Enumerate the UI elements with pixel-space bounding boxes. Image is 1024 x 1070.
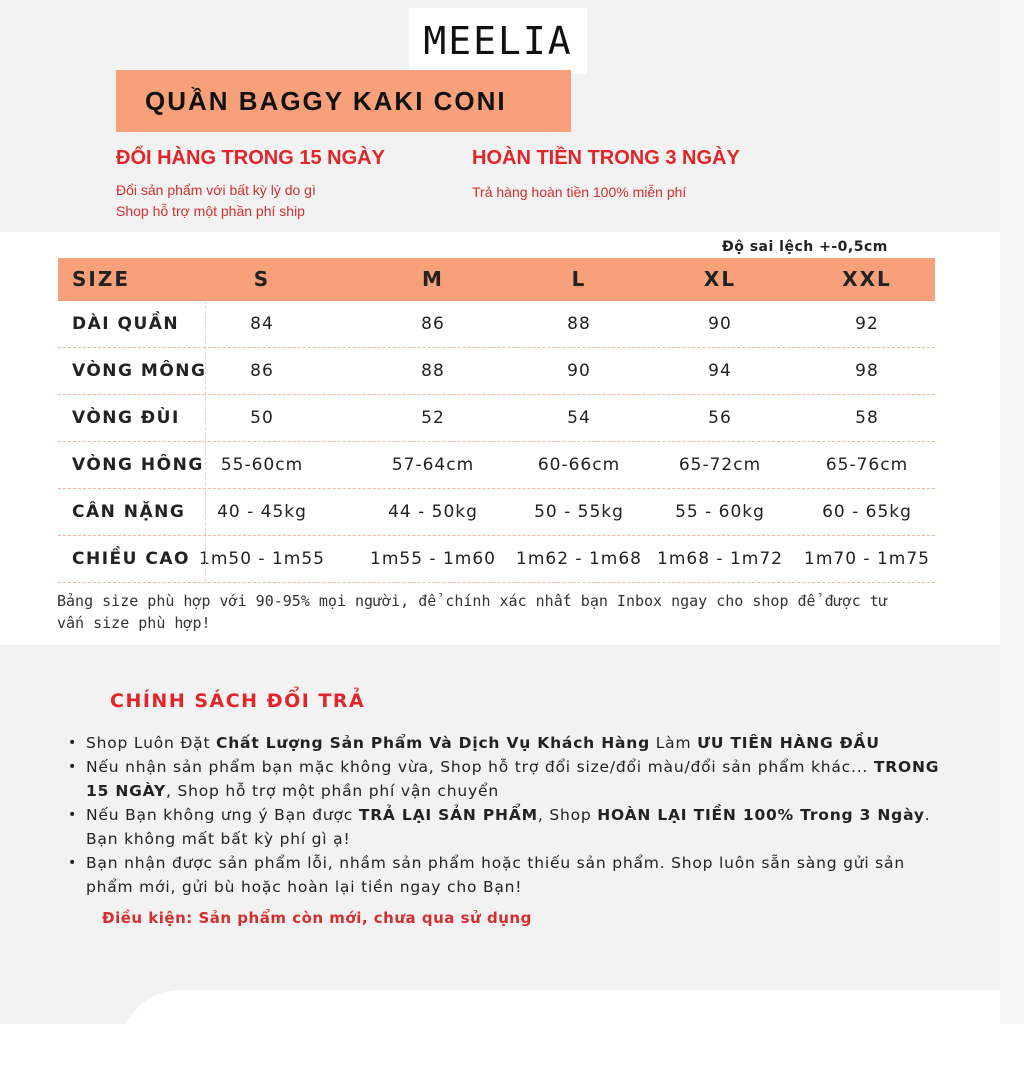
brand-logo: MEELIA [409, 8, 587, 74]
refund-3-days-heading: HOÀN TIỀN TRONG 3 NGÀY [472, 147, 740, 169]
label-column-divider [205, 301, 206, 581]
table-cell: 54 [567, 408, 591, 428]
measurement-tolerance: Độ sai lệch +-0,5cm [722, 239, 888, 255]
table-cell: 1m55 - 1m60 [370, 549, 496, 569]
table-cell: 1m62 - 1m68 [516, 549, 642, 569]
table-cell: 98 [855, 361, 879, 381]
table-cell: 86 [250, 361, 274, 381]
row-label: CHIỀU CAO [72, 549, 190, 569]
row-label: VÒNG HÔNG [72, 455, 204, 475]
table-cell: 55 - 60kg [675, 502, 765, 522]
table-cell: 52 [421, 408, 445, 428]
table-cell: 50 [250, 408, 274, 428]
list-item: • Nếu Bạn không ưng ý Bạn được TRẢ LẠI SẢN PHẨM, Shop HOÀN LẠI TIỀN 100% Trong 3 Ngày. Bạn không mất bất kỳ phí gì ạ! [86, 803, 951, 851]
table-row [58, 395, 935, 442]
size-header-row [58, 258, 935, 301]
table-cell: 86 [421, 314, 445, 334]
size-header-cell: SIZE [72, 267, 131, 291]
table-cell: 56 [708, 408, 732, 428]
exchange-policy-title: CHÍNH SÁCH ĐỔI TRẢ [110, 690, 366, 712]
row-label: CÂN NẶNG [72, 502, 186, 522]
table-cell: 88 [421, 361, 445, 381]
table-cell: 58 [855, 408, 879, 428]
table-cell: 60-66cm [537, 455, 621, 475]
product-title: QUẦN BAGGY KAKI CONI [145, 85, 507, 116]
refund-policy-line: Trả hàng hoàn tiền 100% miễn phí [472, 184, 687, 200]
row-label: VÒNG ĐÙI [72, 408, 180, 428]
size-chart-note: Bảng size phù hợp với 90-95% mọi người, để chính xác nhất bạn Inbox ngay cho shop để được tư vấn size phù hợp! [57, 592, 888, 632]
table-cell: 84 [250, 314, 274, 334]
bottom-curve-decoration [120, 990, 1000, 1070]
table-cell: 55-60cm [220, 455, 304, 475]
table-cell: 57-64cm [391, 455, 475, 475]
table-cell: 88 [567, 314, 591, 334]
exchange-policy-list [86, 731, 951, 899]
row-label: DÀI QUẦN [72, 314, 180, 334]
list-item: • Shop Luôn Đặt Chất Lượng Sản Phẩm Và Dịch Vụ Khách Hàng Làm ƯU TIÊN HÀNG ĐẦU [86, 731, 951, 755]
list-item: • Nếu nhận sản phẩm bạn mặc không vừa, Shop hỗ trợ đổi size/đổi màu/đổi sản phẩm khác... TRONG 15 NGÀY, Shop hỗ trợ một phần phí vận chuyển [86, 755, 951, 803]
table-row [58, 489, 935, 536]
exchange-condition: Điều kiện: Sản phẩm còn mới, chưa qua sử dụng [102, 909, 532, 927]
exchange-policy-line: Shop hỗ trợ một phần phí ship [116, 203, 305, 219]
exchange-15-days-heading: ĐỔI HÀNG TRONG 15 NGÀY [116, 147, 385, 169]
right-edge-strip [1000, 0, 1024, 1024]
size-header-cell: XL [703, 267, 737, 291]
product-title-bar [116, 70, 571, 132]
table-cell: 1m68 - 1m72 [657, 549, 783, 569]
table-cell: 92 [855, 314, 879, 334]
table-cell: 90 [708, 314, 732, 334]
size-header-cell: L [571, 267, 587, 291]
table-cell: 60 - 65kg [822, 502, 912, 522]
size-header-cell: S [253, 267, 271, 291]
table-cell: 40 - 45kg [217, 502, 307, 522]
size-header-cell: XXL [842, 267, 892, 291]
size-header-cell: M [422, 267, 444, 291]
table-row [58, 536, 935, 583]
table-cell: 90 [567, 361, 591, 381]
table-row [58, 301, 935, 348]
table-cell: 65-72cm [678, 455, 762, 475]
table-row [58, 442, 935, 489]
size-chart-table [58, 258, 935, 583]
table-row [58, 348, 935, 395]
table-cell: 1m50 - 1m55 [199, 549, 325, 569]
table-cell: 1m70 - 1m75 [804, 549, 930, 569]
exchange-policy-line: Đổi sản phẩm với bất kỳ lý do gì [116, 182, 316, 198]
table-cell: 94 [708, 361, 732, 381]
list-item: • Bạn nhận được sản phẩm lỗi, nhầm sản phẩm hoặc thiếu sản phẩm. Shop luôn sẵn sàng gửi sản phẩm mới, gửi bù hoặc hoàn lại tiền ngay cho Bạn! [86, 851, 951, 899]
table-cell: 44 - 50kg [388, 502, 478, 522]
table-cell: 50 - 55kg [534, 502, 624, 522]
table-cell: 65-76cm [825, 455, 909, 475]
row-label: VÒNG MÔNG [72, 361, 207, 381]
